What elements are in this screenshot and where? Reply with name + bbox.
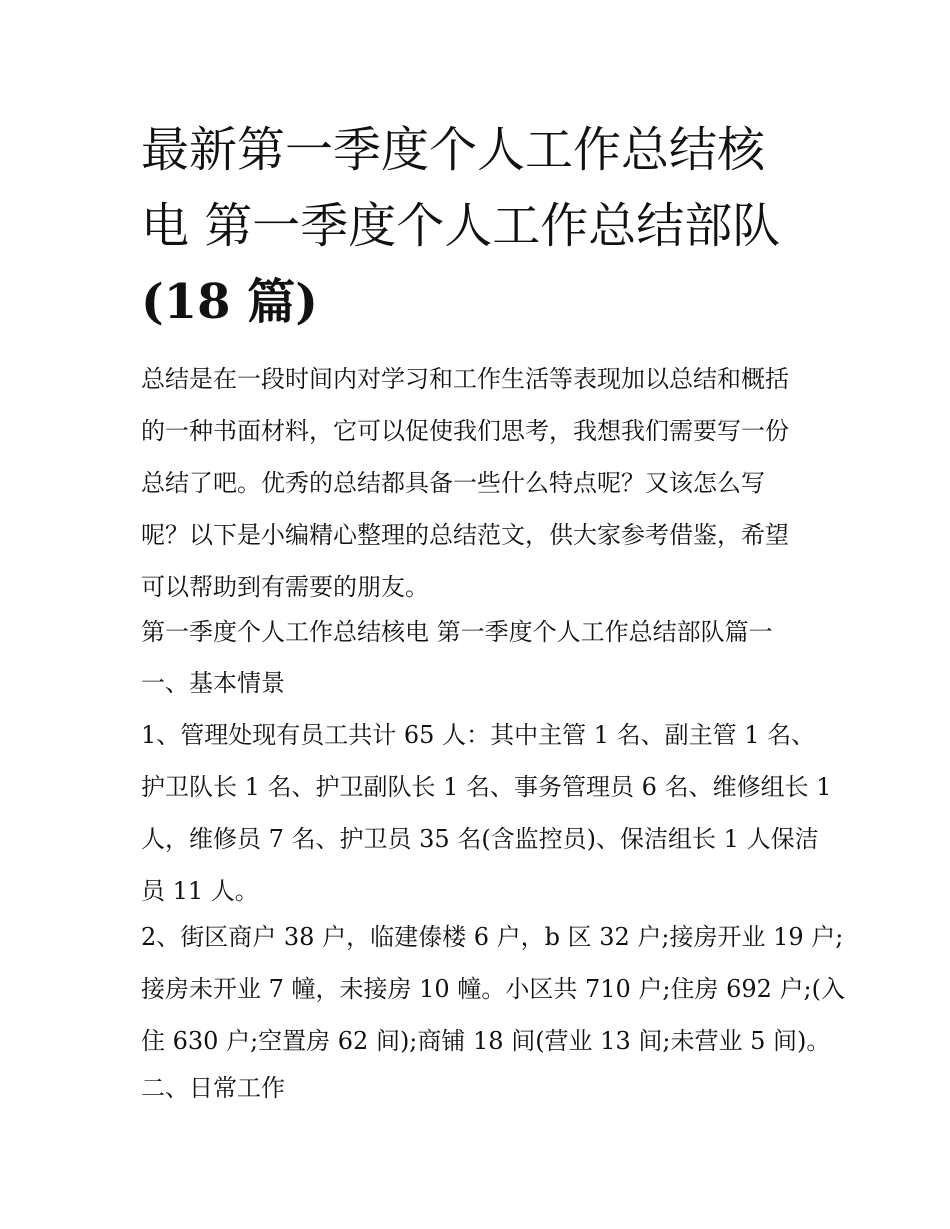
subheading-basic-situation	[141, 657, 821, 709]
para1-line-2: 护卫队长 1 名、护卫副队长 1 名、事务管理员 6 名、维修组长 1	[141, 773, 832, 801]
intro-line-1: 总结是在一段时间内对学习和工作生活等表现加以总结和概括	[141, 365, 789, 393]
section-heading	[141, 606, 821, 658]
title-line-2: 电 第一季度个人工作总结部队	[141, 198, 781, 254]
document-title	[141, 112, 821, 340]
title-line-3: (18 篇)	[141, 274, 318, 330]
para2-line-3: 住 630 户;空置房 62 间);商铺 18 间(营业 13 间;未营业 5 间)。	[141, 1027, 831, 1055]
para2-line-2: 接房未开业 7 幢，未接房 10 幢。小区共 710 户;住房 692 户;(入	[141, 975, 845, 1003]
paragraph-staff	[141, 709, 832, 917]
subheading-2-text: 二、日常工作	[141, 1074, 285, 1102]
intro-line-2: 的一种书面材料，它可以促使我们思考，我想我们需要写一份	[141, 417, 789, 445]
subheading-1-text: 一、基本情景	[141, 669, 285, 697]
intro-line-5: 可以帮助到有需要的朋友。	[141, 573, 429, 601]
para1-line-4: 员 11 人。	[141, 877, 259, 905]
para2-line-1: 2、街区商户 38 户，临建傣楼 6 户，b 区 32 户;接房开业 19 户;	[141, 923, 844, 951]
para1-line-1: 1、管理处现有员工共计 65 人：其中主管 1 名、副主管 1 名、	[141, 721, 816, 749]
subheading-daily-work	[141, 1062, 821, 1114]
paragraph-households	[141, 911, 845, 1067]
intro-line-3: 总结了吧。优秀的总结都具备一些什么特点呢？又该怎么写	[141, 469, 765, 497]
title-line-1: 最新第一季度个人工作总结核	[141, 122, 766, 178]
intro-line-4: 呢？以下是小编精心整理的总结范文，供大家参考借鉴，希望	[141, 521, 789, 549]
intro-paragraph	[141, 353, 821, 613]
section-heading-text: 第一季度个人工作总结核电 第一季度个人工作总结部队篇一	[141, 618, 773, 646]
para1-line-3: 人，维修员 7 名、护卫员 35 名(含监控员)、保洁组长 1 人保洁	[141, 825, 819, 853]
